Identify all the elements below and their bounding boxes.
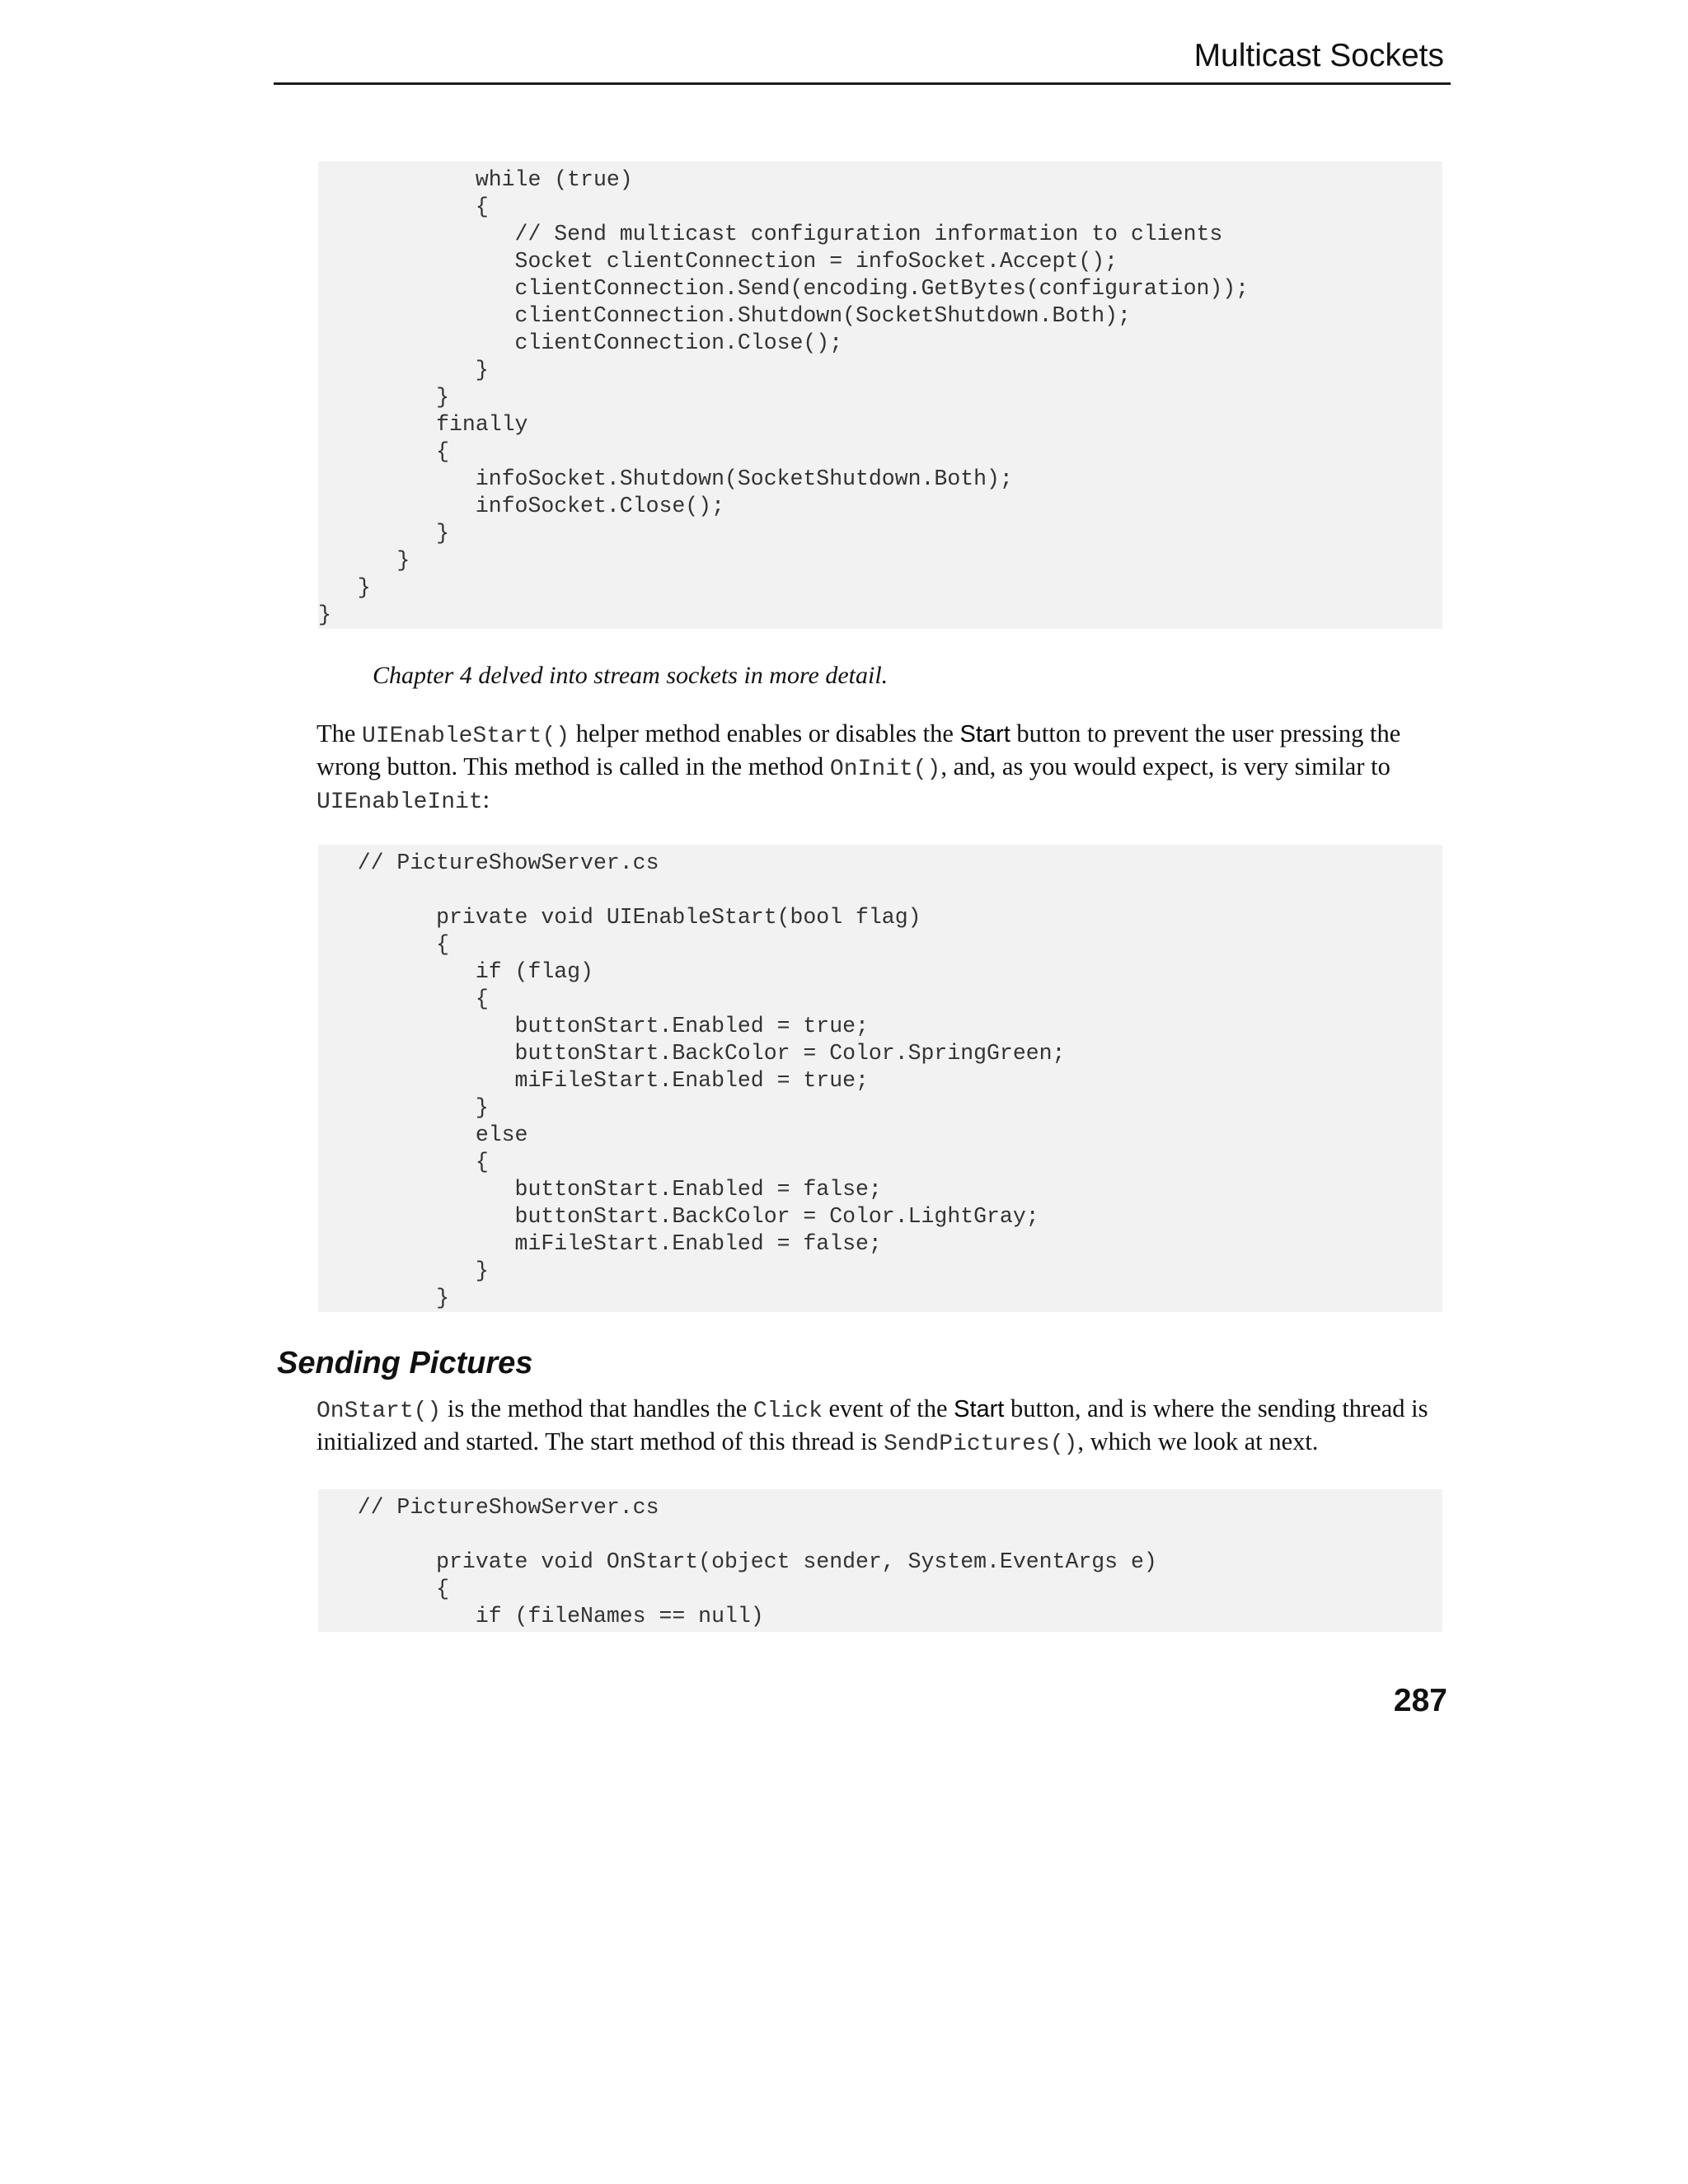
page-number: 287: [1393, 1683, 1447, 1718]
running-header: [274, 36, 1451, 85]
code-line: }: [318, 1095, 489, 1120]
text-run: button to prevent the user pressing the wrong button. This method is called in the method: [316, 719, 1401, 780]
code-block-2: [318, 845, 1442, 1312]
inline-code: SendPictures(): [884, 1432, 1078, 1457]
code-line: {: [318, 987, 489, 1011]
text-run: , and, as you would expect, is very similar to: [940, 752, 1390, 780]
code-line: infoSocket.Close();: [318, 494, 724, 518]
code-line: {: [318, 194, 489, 219]
inline-code: Click: [753, 1399, 823, 1424]
code-line: // PictureShowServer.cs: [318, 851, 659, 875]
section-heading: Sending Pictures: [277, 1346, 533, 1380]
code-line: // PictureShowServer.cs: [318, 1495, 659, 1520]
text-run: helper method enables or disables the: [570, 719, 960, 748]
code-line: // Send multicast configuration information to clients: [318, 222, 1223, 246]
code-line: {: [318, 1150, 489, 1174]
code-line: if (fileNames == null): [318, 1604, 764, 1629]
code-line: miFileStart.Enabled = false;: [318, 1231, 882, 1256]
code-line: }: [318, 602, 331, 627]
code-line: miFileStart.Enabled = true;: [318, 1068, 869, 1093]
code-block-1: [318, 162, 1442, 629]
code-line: {: [318, 932, 450, 957]
inline-code: OnStart(): [316, 1399, 442, 1424]
code-line: buttonStart.BackColor = Color.SpringGreen;: [318, 1041, 1066, 1066]
text-run: , which we look at next.: [1077, 1427, 1319, 1455]
code-line: clientConnection.Shutdown(SocketShutdown.Both);: [318, 303, 1131, 328]
code-line: buttonStart.Enabled = false;: [318, 1177, 882, 1202]
inline-code: UIEnableStart(): [362, 724, 570, 749]
code-line: }: [318, 575, 371, 600]
text-run: button, and is where the sending thread is initialized and started. The start method of this thread is: [316, 1394, 1428, 1455]
code-line: {: [318, 1577, 450, 1601]
code-line: Socket clientConnection = infoSocket.Accept();: [318, 249, 1118, 274]
paragraph-uienablestart: [316, 719, 1464, 818]
code-line: }: [318, 521, 450, 546]
ui-term: Start: [954, 1396, 1005, 1422]
code-line: }: [318, 385, 450, 410]
text-run: is the method that handles the: [441, 1394, 753, 1422]
paragraph-onstart: [316, 1394, 1464, 1460]
code-line: buttonStart.Enabled = true;: [318, 1014, 869, 1038]
ui-term: Start: [959, 721, 1010, 748]
code-block-3: [318, 1489, 1442, 1632]
code-line: [318, 877, 1442, 904]
inline-code: OnInit(): [829, 757, 941, 782]
code-line: }: [318, 358, 489, 382]
code-line: }: [318, 1286, 450, 1310]
inline-code: UIEnableInit: [316, 790, 483, 815]
code-line: clientConnection.Send(encoding.GetBytes(configuration));: [318, 276, 1250, 301]
running-title: Multicast Sockets: [1193, 38, 1444, 73]
code-line: [318, 1521, 1442, 1549]
code-line: clientConnection.Close();: [318, 330, 843, 355]
code-line: private void OnStart(object sender, System.EventArgs e): [318, 1549, 1157, 1574]
text-run: event of the: [822, 1394, 954, 1422]
code-line: while (true): [318, 167, 633, 192]
code-line: buttonStart.BackColor = Color.LightGray;: [318, 1204, 1039, 1229]
chapter-note: Chapter 4 delved into stream sockets in more detail.: [373, 662, 889, 689]
code-line: if (flag): [318, 959, 593, 984]
code-line: infoSocket.Shutdown(SocketShutdown.Both);: [318, 466, 1013, 491]
code-line: {: [318, 439, 450, 464]
code-line: else: [318, 1122, 528, 1147]
code-line: private void UIEnableStart(bool flag): [318, 905, 921, 930]
code-line: }: [318, 1258, 489, 1283]
text-run: The: [316, 719, 363, 748]
text-run: :: [482, 785, 490, 813]
code-line: finally: [318, 412, 528, 437]
code-line: }: [318, 548, 410, 573]
